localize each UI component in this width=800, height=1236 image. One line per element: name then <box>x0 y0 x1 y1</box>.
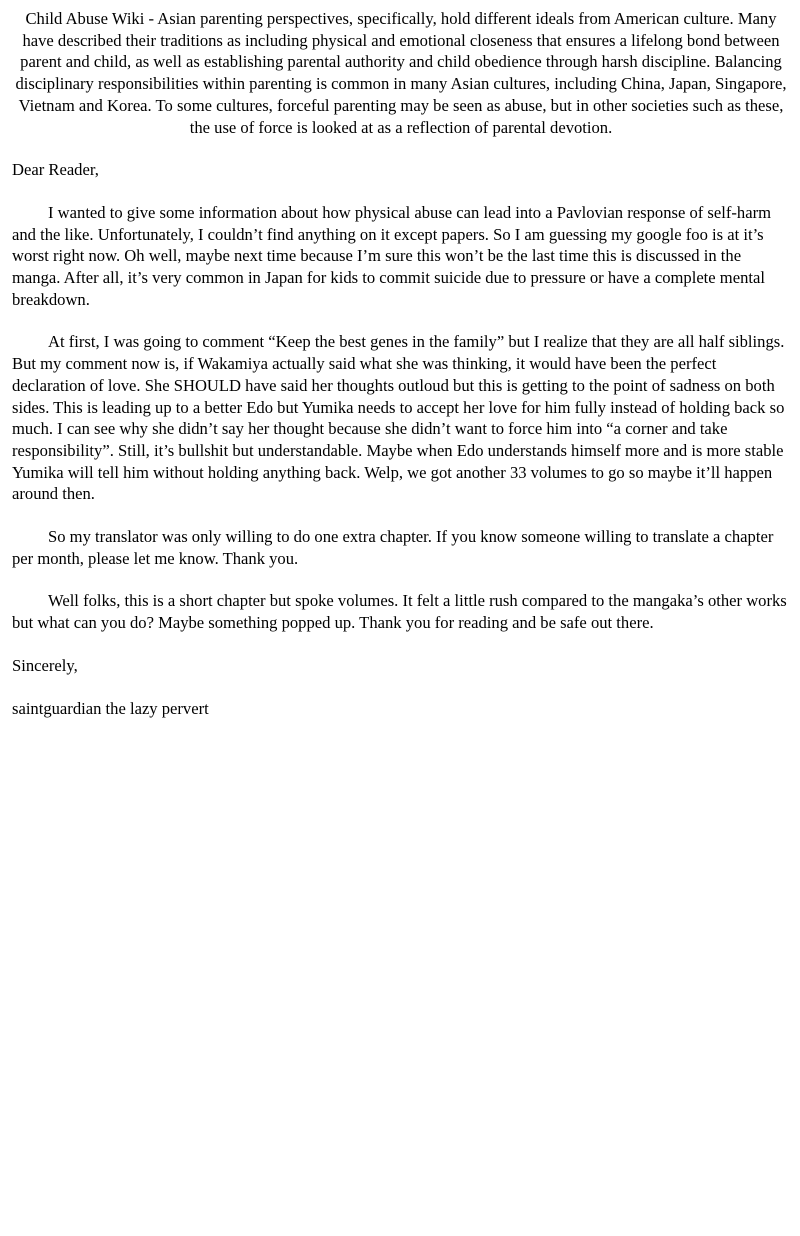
body-paragraph-2: At first, I was going to comment “Keep the best genes in the family” but I realize that they are all half siblings. But my comment now is, if Wakamiya actually said what she was thinking, it would have been the perfect declaration of love. She SHOULD have said her thoughts outloud but this is getting to the point of sadness on both sides. This is leading up to a better Edo but Yumika needs to accept her love for him fully instead of holding back so much. I can see why she didn’t say her thought because she didn’t want to force him into “a corner and take responsibility”. Still, it’s bullshit but understandable. Maybe when Edo understands himself more and is more stable Yumika will tell him without holding anything back. Welp, we got another 33 volumes to go so maybe it’ll happen around then. <box>12 332 785 504</box>
closing: Sincerely, <box>12 655 78 675</box>
body-paragraph-4: Well folks, this is a short chapter but spoke volumes. It felt a little rush compared to the mangaka’s other works but what can you do? Maybe something popped up. Thank you for reading and be safe out there. <box>12 591 787 633</box>
body-paragraph-1: I wanted to give some information about how physical abuse can lead into a Pavlovian response of self-harm and the like. Unfortunately, I couldn’t find anything on it except papers. So I am guessing my google foo is at it’s worst right now. Oh well, maybe next time because I’m sure this won’t be the last time this is discussed in the manga. After all, it’s very common in Japan for kids to commit suicide due to pressure or have a complete mental breakdown. <box>12 202 772 309</box>
letter-page <box>12 8 790 719</box>
intro-paragraph: Child Abuse Wiki - Asian parenting perspectives, specifically, hold different ideals from American culture. Many have described their traditions as including physical and emotional closeness that ensures a lifelong bond between parent and child, as well as establishing parental authority and child obedience through harsh discipline. Balancing disciplinary responsibilities within parenting is common in many Asian cultures, including China, Japan, Singapore, Vietnam and Korea. To some cultures, forceful parenting may be seen as abuse, but in other societies such as these, the use of force is looked at as a reflection of parental devotion. <box>15 9 787 137</box>
salutation: Dear Reader, <box>12 160 99 180</box>
body-paragraph-3: So my translator was only willing to do one extra chapter. If you know someone willing to translate a chapter per month, please let me know. Thank you. <box>12 527 774 568</box>
signature: saintguardian the lazy pervert <box>12 698 209 718</box>
